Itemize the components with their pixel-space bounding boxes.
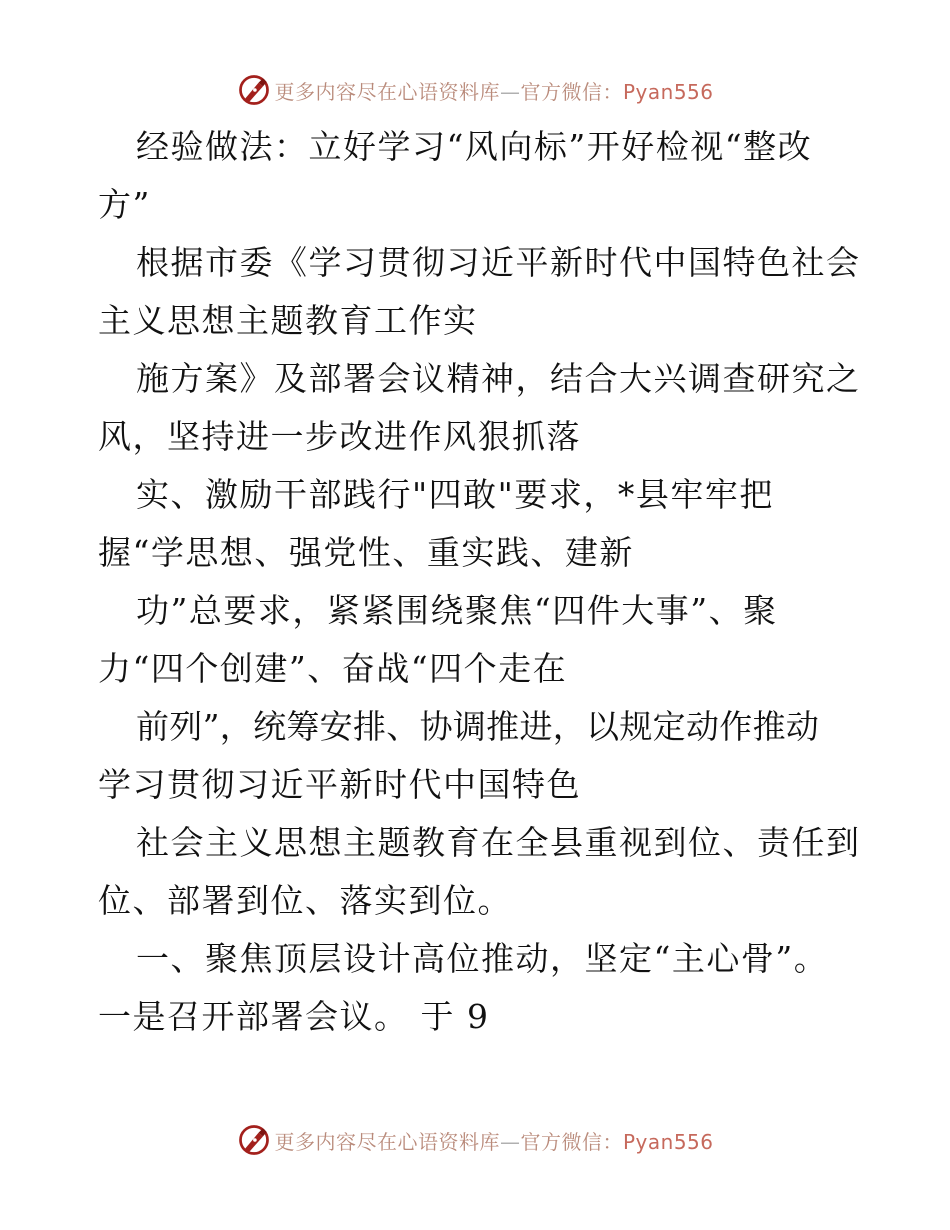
watermark-wechat-label: 官方微信： [520, 79, 623, 104]
text-line: 功”总要求，紧紧围绕聚焦“四件大事”、聚 [136, 591, 778, 630]
text-line: 学习贯彻习近平新时代中国特色 [98, 765, 581, 804]
watermark-wechat-label: 官方微信： [520, 1129, 623, 1154]
pen-logo-icon [236, 72, 272, 108]
text-line: 实、激励干部践行"四敢"要求，*县牢牢把 [136, 475, 774, 514]
text-line: 风，坚持进一步改进作风狠抓落 [98, 417, 581, 456]
watermark-text [274, 1126, 713, 1155]
text-line: 根据市委《学习贯彻习近平新时代中国特色社会 [136, 243, 861, 282]
text-line: 主义思想主题教育工作实 [98, 301, 478, 340]
pen-logo-icon [236, 1122, 272, 1158]
watermark-text [274, 76, 713, 105]
watermark-site: 更多内容尽在心语资料库 [274, 79, 500, 104]
text-line: 位、部署到位、落实到位。 [98, 881, 512, 920]
header-watermark [0, 70, 950, 110]
text-line: 握“学思想、强党性、重实践、建新 [98, 533, 634, 572]
watermark-wechat-id: Pyan556 [622, 1129, 714, 1154]
text-line: 一是召开部署会议。 于 9 [98, 997, 490, 1036]
text-line: 社会主义思想主题教育在全县重视到位、责任到 [136, 823, 861, 862]
section-heading: 一、聚焦顶层设计高位推动，坚定“主心骨”。 [136, 939, 829, 978]
text-line: 施方案》及部署会议精神，结合大兴调查研究之 [136, 359, 861, 398]
watermark-separator: — [499, 79, 521, 104]
watermark-wechat-id: Pyan556 [622, 79, 714, 104]
watermark-separator: — [499, 1129, 521, 1154]
doc-title-line-1: 经验做法：立好学习“风向标”开好检视“整改 [136, 127, 813, 166]
text-line: 前列”，统筹安排、协调推进，以规定动作推动 [136, 707, 820, 746]
watermark-site: 更多内容尽在心语资料库 [274, 1129, 500, 1154]
text-line: 力“四个创建”、奋战“四个走在 [98, 649, 568, 688]
doc-title-line-2: 方” [98, 185, 151, 224]
footer-watermark [0, 1120, 950, 1160]
document-body [98, 118, 868, 1046]
